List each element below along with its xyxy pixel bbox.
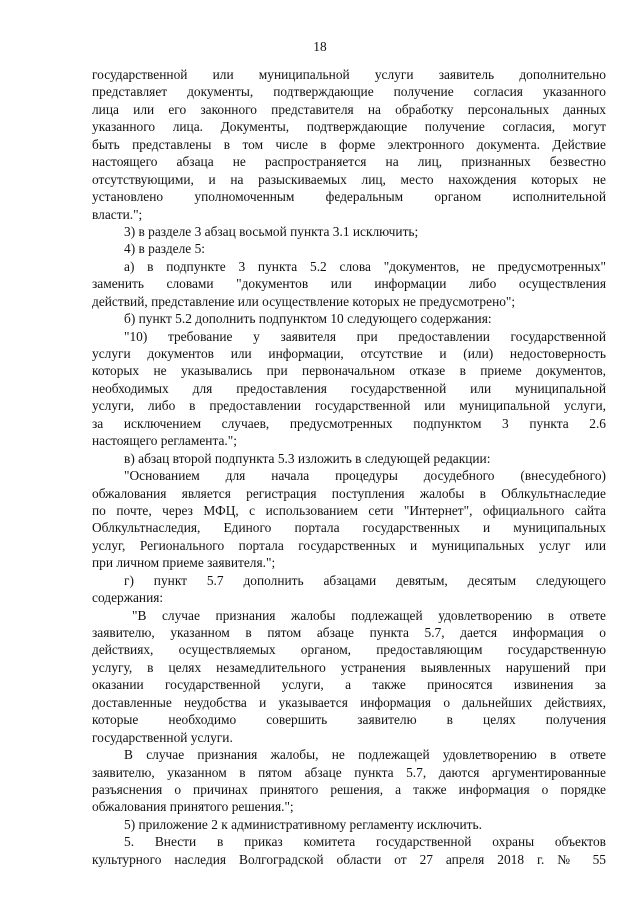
text-line: установлено уполномоченным федеральным органом исполнительной — [92, 189, 606, 205]
text-line: услугу, в целях незамедлительного устранения выявленных нарушений при — [92, 659, 606, 675]
text-line: заявителю, указанном в пятом абзаце пункта 5.7, даются аргументированные — [92, 764, 606, 780]
text-line: по почте, через МФЦ, с использованием сети "Интернет", официального сайта — [92, 502, 606, 518]
text-line: обжалования принятого решения."; — [92, 799, 294, 815]
text-line: представляет документы, подтверждающие получение согласия указанного — [92, 84, 606, 100]
text-line: отсутствующими, и на разыскиваемых лиц, место нахождения которых не — [92, 171, 606, 187]
text-line: "В случае признания жалобы подлежащей удовлетворению в ответе — [132, 607, 606, 623]
text-line: "10) требование у заявителя при предоставлении государственной — [124, 328, 606, 344]
text-line: быть представлены в том числе в форме электронного документа. Действие — [92, 136, 606, 152]
text-line: необходимых для предоставления государственной или муниципальной — [92, 380, 606, 396]
page-number: 18 — [313, 39, 327, 54]
text-line: настоящего абзаца не распространяется на лиц, признанных безвестно — [92, 154, 606, 170]
text-line: а) в подпункте 3 пункта 5.2 слова "документов, не предусмотренных" — [124, 258, 606, 274]
text-line: разъяснения о причинах принятого решения, а также информация о порядке — [92, 781, 606, 797]
text-line: культурного наследия Волгоградской области от 27 апреля 2018 г. № 55 — [92, 851, 606, 867]
text-line: заменить словами "документов или информации либо осуществления — [92, 276, 606, 292]
text-line: действиях, осуществляемых органом, предоставляющим государственную — [92, 642, 606, 658]
text-line: государственной услуги. — [92, 729, 233, 745]
text-line: услуги документов или информации, отсутствие и (или) недостоверность — [92, 346, 606, 361]
text-line: настоящего регламента."; — [92, 433, 237, 449]
text-line: "Основанием для начала процедуры досудебного (внесудебного) — [124, 468, 606, 484]
text-line: указанного лица. Документы, подтверждающие получение согласия, могут — [92, 119, 606, 135]
text-line: 5. Внести в приказ комитета государственной охраны объектов — [124, 834, 606, 850]
text-line: 4) в разделе 5: — [124, 241, 206, 257]
text-line: б) пункт 5.2 дополнить подпунктом 10 следующего содержания: — [124, 311, 492, 327]
text-line: доставленные неудобства и указывается информация о дальнейших действиях, — [92, 694, 606, 710]
text-line: государственной или муниципальной услуги заявитель дополнительно — [92, 67, 606, 82]
body-text — [92, 66, 606, 868]
text-line: за исключением случаев, предусмотренных подпунктом 3 пункта 2.6 — [92, 415, 606, 431]
text-line: В случае признания жалобы, не подлежащей удовлетворению в ответе — [124, 747, 606, 763]
text-line: 5) приложение 2 к административному регламенту исключить. — [124, 816, 482, 832]
text-line: Облкультнаследия, Единого портала государственных и муниципальных — [92, 520, 606, 536]
text-line: услуги, либо в предоставлении государственной или муниципальной услуги, — [92, 398, 606, 414]
text-line: заявителю, указанном в пятом абзаце пункта 5.7, дается информация о — [92, 625, 606, 640]
text-line: 3) в разделе 3 абзац восьмой пункта 3.1 исключить; — [124, 223, 419, 239]
text-line: обжалования является регистрация поступления жалобы в Облкультнаследие — [92, 485, 606, 501]
text-line: лица или его законного представителя на обработку персональных данных — [92, 101, 606, 117]
text-line: в) абзац второй подпункта 5.3 изложить в следующей редакции: — [124, 450, 491, 466]
text-line: оказании государственной услуги, а также приносятся извинения за — [92, 677, 606, 693]
text-line: действий, представление или осуществление которых не предусмотрено"; — [92, 293, 516, 309]
text-line: г) пункт 5.7 дополнить абзацами девятым, десятым следующего — [124, 572, 606, 588]
text-line: власти."; — [92, 206, 143, 222]
text-line: содержания: — [92, 590, 164, 606]
text-line: услуг, Регионального портала государственных и муниципальных услуг или — [92, 537, 606, 553]
text-line: которых не указывались при первоначальном отказе в приеме документов, — [92, 363, 606, 379]
text-line: которые необходимо совершить заявителю в целях получения — [92, 712, 606, 728]
text-line: при личном приеме заявителя."; — [92, 555, 276, 571]
